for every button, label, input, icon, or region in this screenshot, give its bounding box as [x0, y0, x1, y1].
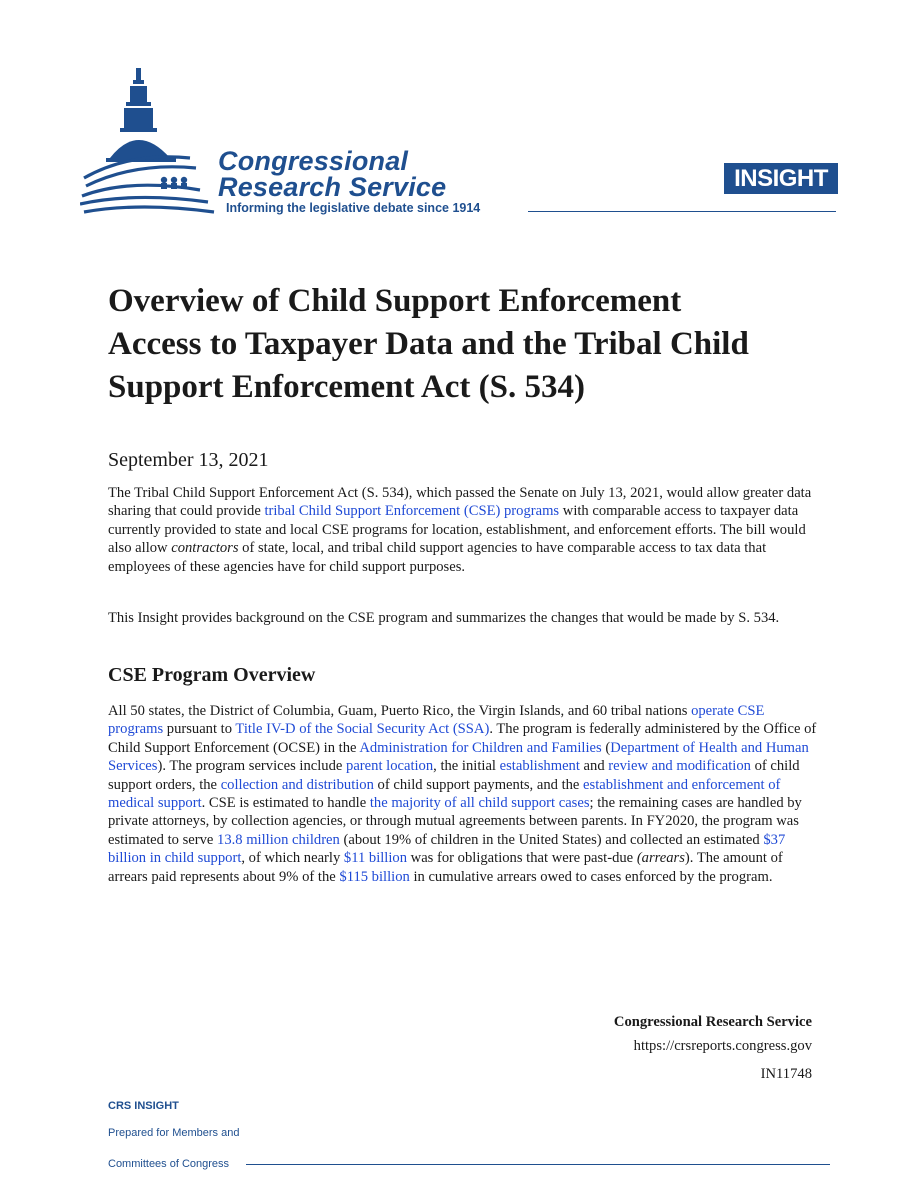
link-115-billion[interactable]: $115 billion — [339, 868, 410, 885]
text-run: of child support orders, the — [108, 758, 800, 793]
emphasis-arrears: (arrears — [636, 850, 685, 867]
link-parent-location[interactable]: parent location — [346, 758, 434, 775]
text-run: ). The program services include — [157, 758, 347, 775]
page-title — [108, 280, 828, 409]
link-13-8-million-children[interactable]: 13.8 million children — [217, 831, 340, 848]
brand-line-2: Research Service — [218, 172, 447, 202]
text-run: and — [579, 758, 609, 775]
brand-line-1: Congressional — [218, 146, 409, 176]
text-run: The Tribal Child Support Enforcement Act (S. 534), which passed the Senate on July 13, 2021, would allow greater data sharing that could provide — [108, 485, 812, 520]
text-run: ). The amount of arrears paid represents about 9% of the — [108, 850, 783, 885]
text-run: of child support payments, and the — [373, 776, 584, 793]
text-run: All 50 states, the District of Columbia, Guam, Puerto Rico, the Virgin Islands, and 60 tribal nations — [108, 703, 692, 719]
text-run: ( — [601, 739, 611, 756]
text-run: pursuant to — [163, 721, 236, 738]
title-line: Access to Taxpayer Data and the Tribal Child — [108, 326, 749, 362]
link-review-and-modification[interactable]: review and modification — [608, 758, 751, 775]
text-run: was for obligations that were past-due — [407, 850, 637, 867]
section-heading: CSE Program Overview — [108, 664, 316, 686]
tagline-rule — [528, 211, 836, 212]
link-hhs[interactable]: Department of Health and Human Services — [108, 739, 809, 775]
link-medical-support[interactable]: establishment and enforcement of medical support — [108, 776, 781, 812]
text-run: with comparable access to taxpayer data currently provided to state and local CSE programs for location, establishment, and enforcement efforts. The bill would also allow — [108, 503, 806, 557]
link-acf[interactable]: Administration for Children and Families — [359, 739, 602, 756]
text-run: (about 19% of children in the United States) and collected an estimated — [339, 831, 764, 848]
text-run: ; the remaining cases are handled by private attorneys, by collection agencies, or through mutual agreements between parents. In FY2020, the program was estimated to serve — [108, 795, 802, 848]
brand-wordmark — [218, 148, 446, 200]
paragraph-intro — [108, 484, 818, 576]
link-37-billion[interactable]: $37 billion in child support — [108, 831, 786, 867]
link-tribal-cse-programs[interactable]: tribal Child Support Enforcement (CSE) programs — [264, 503, 560, 520]
link-collection-and-distribution[interactable]: collection and distribution — [220, 776, 374, 793]
link-operate-cse-programs[interactable]: operate CSE programs — [108, 703, 765, 738]
link-majority-of-cases[interactable]: the majority of all child support cases — [369, 795, 590, 812]
link-11-billion[interactable]: $11 billion — [343, 850, 408, 867]
publication-date: September 13, 2021 — [108, 449, 269, 471]
tagline: Informing the legislative debate since 1914 — [226, 201, 481, 215]
footer-prepared-line-1: Prepared for Members and — [108, 1127, 240, 1139]
paragraph-summary: This Insight provides background on the CSE program and summarizes the changes that would be made by S. 534. — [108, 610, 780, 626]
link-title-iv-d[interactable]: Title IV-D of the Social Security Act (SSA) — [235, 721, 490, 738]
text-run: , of which nearly — [241, 850, 344, 867]
footer-organization: Congressional Research Service — [613, 1014, 812, 1030]
emphasis-contractors: contractors — [171, 540, 239, 557]
text-run: of state, local, and tribal child support agencies to have comparable access to tax data that employees of these agencies have for child support purposes. — [108, 540, 767, 575]
title-line: Support Enforcement Act (S. 534) — [108, 369, 585, 405]
footer-product-id: IN11748 — [760, 1066, 812, 1082]
link-establishment[interactable]: establishment — [499, 758, 580, 775]
text-run: . CSE is estimated to handle — [201, 795, 370, 812]
title-line: Overview of Child Support Enforcement — [108, 283, 682, 319]
footer-url[interactable]: https://crsreports.congress.gov — [633, 1038, 812, 1054]
insight-badge: INSIGHT — [724, 163, 838, 194]
text-run: in cumulative arrears owed to cases enforced by the program. — [409, 868, 773, 885]
text-run: , the initial — [433, 758, 500, 775]
footer-prepared-line-2: Committees of Congress — [108, 1158, 230, 1170]
footer-series: CRS INSIGHT — [108, 1100, 179, 1112]
footer-rule — [246, 1164, 830, 1165]
paragraph-program-overview — [108, 702, 818, 886]
crs-capitol-dome-logo — [80, 62, 220, 217]
text-run: . The program is federally administered by the Office of Child Support Enforcement (OCSE) in the — [108, 721, 817, 756]
